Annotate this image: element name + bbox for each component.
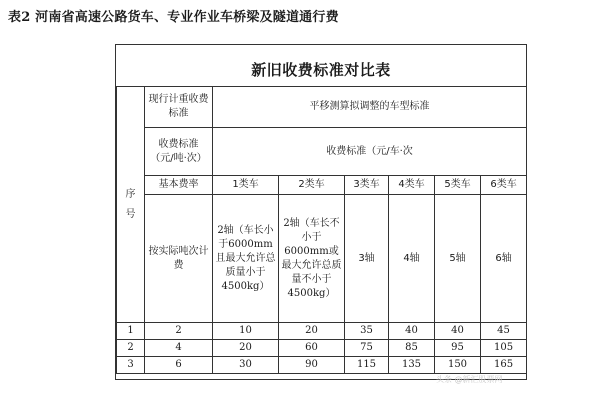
table-row [117, 340, 527, 357]
class6-fee-cell: 105 [481, 340, 527, 357]
class3-fee-cell: 35 [345, 323, 389, 340]
class5-fee-cell: 40 [435, 323, 481, 340]
class5-fee-cell: 150 [435, 357, 481, 374]
row-number: 2 [117, 340, 145, 357]
class-header: 2类车 [279, 176, 345, 195]
class3-fee-cell: 115 [345, 357, 389, 374]
row-number: 3 [117, 357, 145, 374]
class-header: 5类车 [435, 176, 481, 195]
current-unit-header: 收费标准（元/吨·次） [145, 128, 213, 176]
class3-fee-cell: 75 [345, 340, 389, 357]
class-header: 3类车 [345, 176, 389, 195]
fee-comparison-table [116, 86, 527, 374]
class2-fee-cell: 20 [279, 323, 345, 340]
table-row [117, 357, 527, 374]
class6-fee-cell: 165 [481, 357, 527, 374]
class1-fee-cell: 20 [213, 340, 279, 357]
class1-description: 2轴（车长小于6000mm且最大允许总质量小于4500kg） [213, 195, 279, 323]
class6-description: 6轴 [481, 195, 527, 323]
current-standard-header: 现行计重收费标准 [145, 87, 213, 128]
base-rate-description: 按实际吨次计费 [145, 195, 213, 323]
class5-description: 5轴 [435, 195, 481, 323]
base-fee-cell: 4 [145, 340, 213, 357]
class4-fee-cell: 40 [389, 323, 435, 340]
class3-description: 3轴 [345, 195, 389, 323]
class5-fee-cell: 95 [435, 340, 481, 357]
base-fee-cell: 6 [145, 357, 213, 374]
class-header: 1类车 [213, 176, 279, 195]
watermark-text: 头条 @新汇股票网 [436, 375, 503, 384]
class-header: 6类车 [481, 176, 527, 195]
table-caption: 表2 河南省高速公路货车、专业作业车桥梁及隧道通行费 [8, 10, 339, 25]
class4-description: 4轴 [389, 195, 435, 323]
fee-table-sheet [115, 44, 527, 380]
class4-fee-cell: 85 [389, 340, 435, 357]
class2-description: 2轴（车长不小于6000mm或最大允许总质量不小于4500kg） [279, 195, 345, 323]
base-fee-cell: 2 [145, 323, 213, 340]
row-number: 1 [117, 323, 145, 340]
class2-fee-cell: 60 [279, 340, 345, 357]
new-unit-header: 收费标准（元/车·次 [213, 128, 527, 176]
class4-fee-cell: 135 [389, 357, 435, 374]
new-standard-header: 平移测算拟调整的车型标准 [213, 87, 527, 128]
serial-header: 序号 [117, 87, 145, 323]
class1-fee-cell: 10 [213, 323, 279, 340]
class6-fee-cell: 45 [481, 323, 527, 340]
class2-fee-cell: 90 [279, 357, 345, 374]
table-row [117, 323, 527, 340]
class-header: 4类车 [389, 176, 435, 195]
class1-fee-cell: 30 [213, 357, 279, 374]
base-rate-header: 基本费率 [145, 176, 213, 195]
table-title: 新旧收费标准对比表 [251, 61, 391, 79]
